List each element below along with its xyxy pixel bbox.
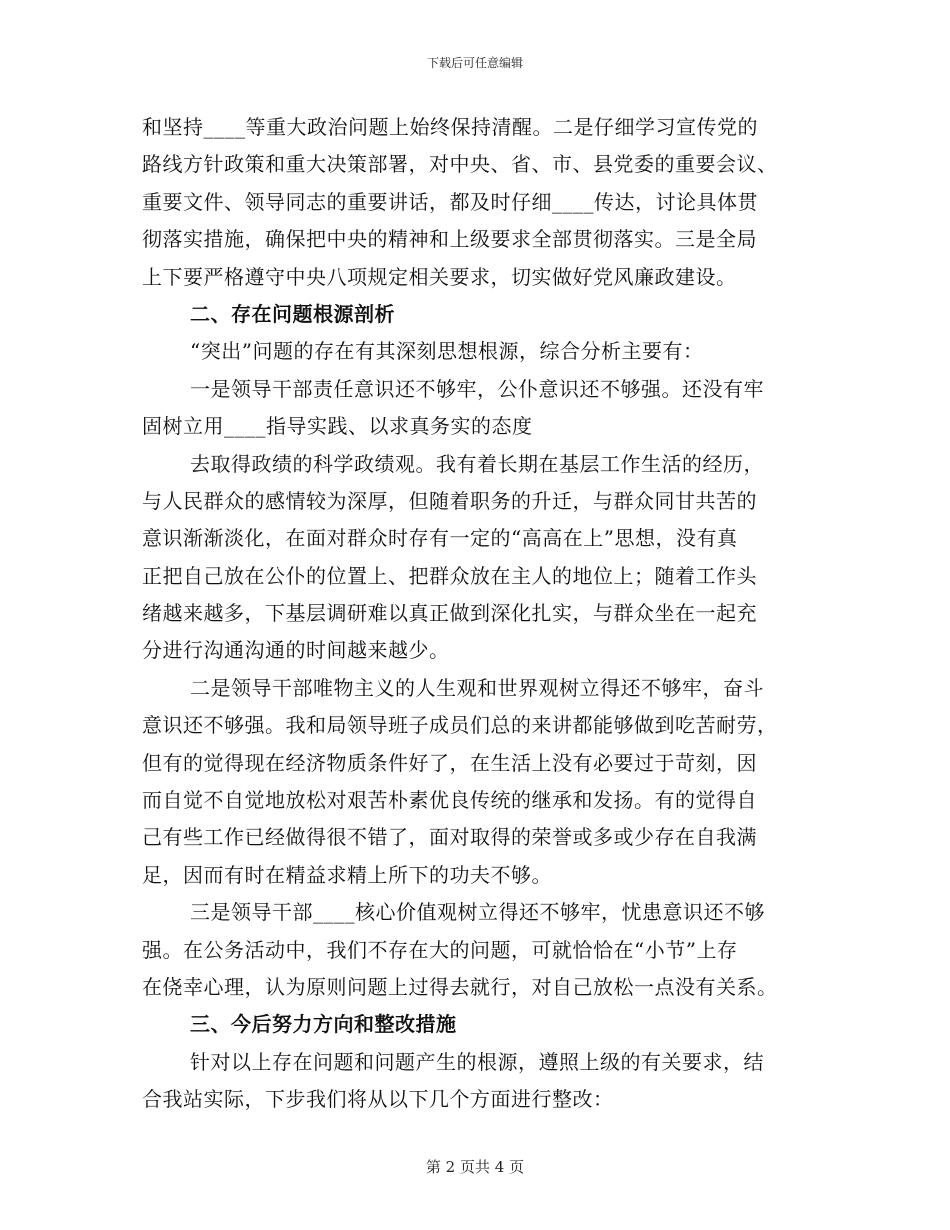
text-line: 但有的觉得现在经济物质条件好了，在生活上没有必要过于苛刻，因	[142, 750, 757, 775]
text-line: 足，因而有时在精益求精上所下的功夫不够。	[142, 862, 552, 887]
text-line: 正把自己放在公仆的位置上、把群众放在主人的地位上；随着工作头	[142, 563, 757, 588]
text-line: 固树立用____指导实践、以求真务实的态度	[142, 414, 533, 439]
text-line: 一是领导干部责任意识还不够牢，公仆意识还不够强。还没有牢	[190, 376, 764, 401]
text-line: 强。在公务活动中，我们不存在大的问题，可就恰恰在“小节”上存	[142, 937, 738, 962]
text-line: 三是领导干部____核心价值观树立得还不够牢，忧患意识还不够	[190, 900, 765, 925]
text-line: 合我站实际，下步我们将从以下几个方面进行整改：	[142, 1087, 614, 1112]
text-line: 在侥幸心理，认为原则问题上过得去就行，对自己放松一点没有关系。	[142, 974, 778, 999]
section-heading: 二、存在问题根源剖析	[190, 301, 395, 326]
text-line: 重要文件、领导同志的重要讲话，都及时仔细____传达，讨论具体贯	[142, 189, 758, 214]
section-heading: 三、今后努力方向和整改措施	[190, 1012, 457, 1037]
text-line: 而自觉不自觉地放松对艰苦朴素优良传统的继承和发扬。有的觉得自	[142, 788, 757, 813]
text-line: “突出”问题的存在有其深刻思想根源，综合分析主要有：	[190, 339, 704, 364]
text-line: 和坚持____等重大政治问题上始终保持清醒。二是仔细学习宣传党的	[142, 115, 758, 139]
page-header: 下载后可任意编辑	[426, 56, 523, 70]
text-line: 意识渐渐淡化，在面对群众时存有一定的“高高在上”思想，没有真	[142, 526, 738, 551]
text-line: 二是领导干部唯物主义的人生观和世界观树立得还不够牢，奋斗	[190, 675, 764, 700]
text-line: 与人民群众的感情较为深厚，但随着职务的升迁，与群众同甘共苦的	[142, 488, 757, 513]
text-line: 针对以上存在问题和问题产生的根源，遵照上级的有关要求，结	[190, 1049, 764, 1074]
text-line: 上下要严格遵守中央八项规定相关要求，切实做好党风廉政建设。	[142, 264, 737, 289]
text-line: 去取得政绩的科学政绩观。我有着长期在基层工作生活的经历，	[190, 451, 764, 476]
text-line: 分进行沟通沟通的时间越来越少。	[142, 638, 450, 663]
text-line: 彻落实措施，确保把中央的精神和上级要求全部贯彻落实。三是全局	[142, 227, 757, 252]
text-line: 绪越来越多，下基层调研难以真正做到深化扎实，与群众坐在一起充	[142, 601, 757, 626]
page-footer: 第 2 页共 4 页	[425, 1158, 525, 1176]
text-line: 路线方针政策和重大决策部署，对中央、省、市、县党委的重要会议、	[142, 152, 778, 177]
document-body	[142, 109, 802, 1119]
text-line: 意识还不够强。我和局领导班子成员们总的来讲都能够做到吃苦耐劳，	[142, 713, 778, 738]
text-line: 己有些工作已经做得很不错了，面对取得的荣誉或多或少存在自我满	[142, 825, 757, 850]
